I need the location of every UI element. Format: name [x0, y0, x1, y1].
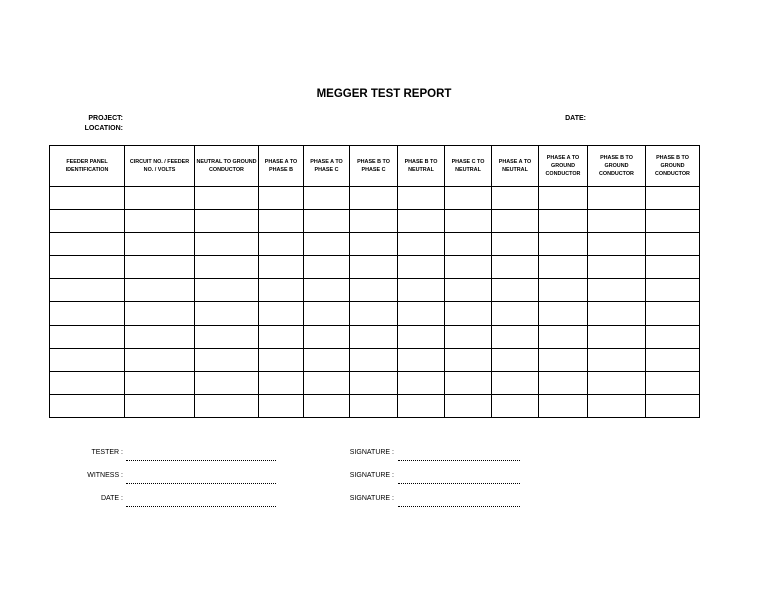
footer-date-label: DATE :: [100, 495, 123, 502]
table-cell[interactable]: [539, 394, 588, 417]
table-cell[interactable]: [259, 210, 304, 233]
table-cell[interactable]: [50, 371, 125, 394]
table-cell[interactable]: [539, 256, 588, 279]
table-cell[interactable]: [50, 325, 125, 348]
column-header: PHASE C TO NEUTRAL: [445, 146, 492, 187]
column-header: PHASE B TO PHASE C: [350, 146, 398, 187]
table-cell[interactable]: [492, 348, 539, 371]
table-cell[interactable]: [646, 210, 700, 233]
table-cell[interactable]: [539, 348, 588, 371]
table-cell[interactable]: [259, 348, 304, 371]
table-cell[interactable]: [195, 371, 259, 394]
table-cell[interactable]: [259, 256, 304, 279]
table-row: [50, 348, 700, 371]
table-cell[interactable]: [259, 371, 304, 394]
table-cell[interactable]: [259, 187, 304, 210]
table-cell[interactable]: [445, 325, 492, 348]
table-cell[interactable]: [398, 187, 445, 210]
table-cell[interactable]: [646, 371, 700, 394]
signature-line[interactable]: [398, 483, 520, 484]
location-label: LOCATION:: [84, 125, 123, 132]
table-cell[interactable]: [304, 187, 350, 210]
table-cell[interactable]: [304, 325, 350, 348]
table-cell[interactable]: [539, 302, 588, 325]
table-cell[interactable]: [539, 187, 588, 210]
witness-line[interactable]: [126, 483, 276, 484]
table-row: [50, 394, 700, 417]
column-header: CIRCUIT NO. / FEEDER NO. / VOLTS: [125, 146, 195, 187]
table-cell[interactable]: [304, 394, 350, 417]
table-cell[interactable]: [445, 348, 492, 371]
table-cell[interactable]: [492, 279, 539, 302]
table-cell[interactable]: [646, 256, 700, 279]
table-cell[interactable]: [125, 256, 195, 279]
signature-line[interactable]: [398, 506, 520, 507]
table-cell[interactable]: [539, 279, 588, 302]
table-cell[interactable]: [125, 394, 195, 417]
table-cell[interactable]: [195, 256, 259, 279]
table-cell[interactable]: [445, 256, 492, 279]
table-cell[interactable]: [50, 256, 125, 279]
table-cell[interactable]: [50, 348, 125, 371]
table-cell[interactable]: [50, 302, 125, 325]
column-header: PHASE A TO GROUND CONDUCTOR: [539, 146, 588, 187]
signature-label: SIGNATURE :: [349, 472, 394, 479]
table-row: [50, 187, 700, 210]
column-header: PHASE B TO GROUND CONDUCTOR: [588, 146, 646, 187]
table-cell[interactable]: [125, 348, 195, 371]
table-cell[interactable]: [398, 279, 445, 302]
table-cell[interactable]: [50, 210, 125, 233]
project-label: PROJECT:: [88, 115, 123, 122]
table-row: [50, 210, 700, 233]
table-cell[interactable]: [539, 210, 588, 233]
table-cell[interactable]: [50, 187, 125, 210]
table-row: [50, 325, 700, 348]
table-cell[interactable]: [50, 394, 125, 417]
table-cell[interactable]: [304, 348, 350, 371]
date-label: DATE:: [565, 115, 586, 122]
table-cell[interactable]: [588, 187, 646, 210]
table-cell[interactable]: [125, 325, 195, 348]
table-cell[interactable]: [125, 371, 195, 394]
table-cell[interactable]: [350, 371, 398, 394]
table-cell[interactable]: [195, 302, 259, 325]
table-cell[interactable]: [195, 394, 259, 417]
table-cell[interactable]: [588, 256, 646, 279]
table-cell[interactable]: [445, 371, 492, 394]
table-cell[interactable]: [195, 210, 259, 233]
table-cell[interactable]: [646, 233, 700, 256]
table-cell[interactable]: [125, 302, 195, 325]
table-cell[interactable]: [492, 302, 539, 325]
table-cell[interactable]: [304, 371, 350, 394]
tester-label: TESTER :: [91, 449, 123, 456]
column-header: FEEDER PANEL IDENTIFICATION: [50, 146, 125, 187]
table-cell[interactable]: [304, 256, 350, 279]
table-cell[interactable]: [125, 187, 195, 210]
table-cell[interactable]: [646, 279, 700, 302]
table-cell[interactable]: [350, 302, 398, 325]
table-cell[interactable]: [646, 302, 700, 325]
report-title: MEGGER TEST REPORT: [316, 88, 452, 100]
table-cell[interactable]: [125, 233, 195, 256]
table-row: [50, 256, 700, 279]
table-cell[interactable]: [259, 302, 304, 325]
table-cell[interactable]: [539, 371, 588, 394]
table-cell[interactable]: [195, 348, 259, 371]
table-cell[interactable]: [588, 210, 646, 233]
table-cell[interactable]: [350, 279, 398, 302]
table-cell[interactable]: [50, 233, 125, 256]
table-cell[interactable]: [646, 325, 700, 348]
table-cell[interactable]: [125, 210, 195, 233]
table-cell[interactable]: [259, 279, 304, 302]
table-header-row: [50, 146, 700, 187]
table-cell[interactable]: [398, 325, 445, 348]
table-cell[interactable]: [195, 279, 259, 302]
column-header: PHASE A TO PHASE C: [304, 146, 350, 187]
column-header: PHASE B TO GROUND CONDUCTOR: [646, 146, 700, 187]
table-cell[interactable]: [195, 325, 259, 348]
table-cell[interactable]: [492, 325, 539, 348]
footer-date-line[interactable]: [126, 506, 276, 507]
table-cell[interactable]: [350, 348, 398, 371]
table-cell[interactable]: [398, 348, 445, 371]
table-cell[interactable]: [350, 187, 398, 210]
column-header: PHASE A TO NEUTRAL: [492, 146, 539, 187]
table-cell[interactable]: [398, 210, 445, 233]
table-cell[interactable]: [492, 371, 539, 394]
table-cell[interactable]: [492, 187, 539, 210]
table-cell[interactable]: [350, 256, 398, 279]
table-row: [50, 233, 700, 256]
table-cell[interactable]: [445, 233, 492, 256]
table-cell[interactable]: [304, 233, 350, 256]
witness-label: WITNESS :: [87, 472, 123, 479]
table-cell[interactable]: [588, 302, 646, 325]
table-cell[interactable]: [304, 210, 350, 233]
column-header: PHASE B TO NEUTRAL: [398, 146, 445, 187]
table-cell[interactable]: [304, 302, 350, 325]
table-cell[interactable]: [588, 325, 646, 348]
signature-label: SIGNATURE :: [349, 495, 394, 502]
table-cell[interactable]: [445, 187, 492, 210]
table-cell[interactable]: [588, 371, 646, 394]
table-cell[interactable]: [492, 233, 539, 256]
signature-label: SIGNATURE :: [349, 449, 394, 456]
table-cell[interactable]: [398, 233, 445, 256]
table-cell[interactable]: [445, 279, 492, 302]
table-cell[interactable]: [398, 371, 445, 394]
column-header: NEUTRAL TO GROUND CONDUCTOR: [195, 146, 259, 187]
table-cell[interactable]: [445, 210, 492, 233]
table-row: [50, 279, 700, 302]
table-cell[interactable]: [588, 394, 646, 417]
table-cell[interactable]: [588, 279, 646, 302]
table-body: [50, 187, 700, 418]
table-cell[interactable]: [646, 348, 700, 371]
table-cell[interactable]: [259, 394, 304, 417]
table-cell[interactable]: [539, 325, 588, 348]
table-cell[interactable]: [259, 325, 304, 348]
table-cell[interactable]: [350, 325, 398, 348]
table-cell[interactable]: [398, 394, 445, 417]
table-cell[interactable]: [50, 279, 125, 302]
table-cell[interactable]: [445, 302, 492, 325]
table-cell[interactable]: [350, 210, 398, 233]
table-cell[interactable]: [492, 394, 539, 417]
table-cell[interactable]: [350, 233, 398, 256]
table-cell[interactable]: [195, 187, 259, 210]
signature-line[interactable]: [398, 460, 520, 461]
table-cell[interactable]: [588, 348, 646, 371]
table-row: [50, 302, 700, 325]
table-cell[interactable]: [398, 256, 445, 279]
table-cell[interactable]: [492, 210, 539, 233]
table-cell[interactable]: [539, 233, 588, 256]
table-cell[interactable]: [304, 279, 350, 302]
table-cell[interactable]: [492, 256, 539, 279]
megger-test-table: [49, 145, 700, 418]
table-cell[interactable]: [398, 302, 445, 325]
table-cell[interactable]: [350, 394, 398, 417]
column-header: PHASE A TO PHASE B: [259, 146, 304, 187]
table-cell[interactable]: [646, 394, 700, 417]
table-cell[interactable]: [195, 233, 259, 256]
table-cell[interactable]: [588, 233, 646, 256]
table-row: [50, 371, 700, 394]
table-cell[interactable]: [125, 279, 195, 302]
table-cell[interactable]: [646, 187, 700, 210]
table-cell[interactable]: [259, 233, 304, 256]
tester-line[interactable]: [126, 460, 276, 461]
table-cell[interactable]: [445, 394, 492, 417]
